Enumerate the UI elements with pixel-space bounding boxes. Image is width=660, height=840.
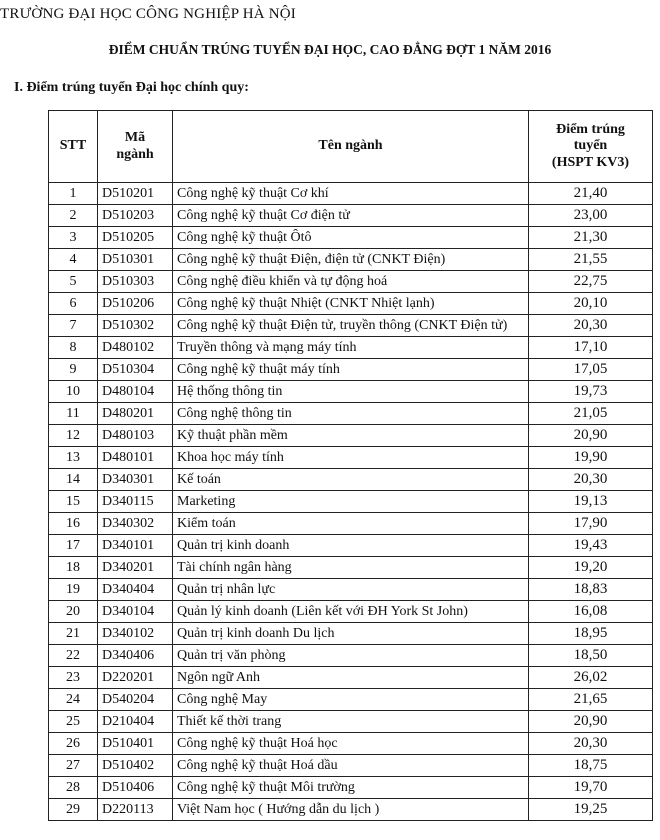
major-code: D480102 bbox=[98, 337, 173, 359]
major-name: Quản trị nhân lực bbox=[173, 579, 529, 601]
major-code: D510304 bbox=[98, 359, 173, 381]
major-code: D340102 bbox=[98, 623, 173, 645]
major-name: Công nghệ kỹ thuật Điện tử, truyền thông (CNKT Điện tử) bbox=[173, 315, 529, 337]
major-name: Thiết kế thời trang bbox=[173, 711, 529, 733]
admission-score: 20,90 bbox=[529, 711, 653, 733]
major-name: Kỹ thuật phần mềm bbox=[173, 425, 529, 447]
admission-score: 21,40 bbox=[529, 183, 653, 205]
major-code: D480104 bbox=[98, 381, 173, 403]
major-name: Công nghệ kỹ thuật Cơ khí bbox=[173, 183, 529, 205]
row-number: 20 bbox=[49, 601, 98, 623]
row-number: 28 bbox=[49, 777, 98, 799]
major-code: D510406 bbox=[98, 777, 173, 799]
major-code: D340404 bbox=[98, 579, 173, 601]
table-row bbox=[49, 733, 653, 755]
column-header-code-line1: Mã bbox=[124, 130, 146, 146]
major-code: D340301 bbox=[98, 469, 173, 491]
row-number: 5 bbox=[49, 271, 98, 293]
admission-score: 19,90 bbox=[529, 447, 653, 469]
column-header-score bbox=[529, 111, 653, 183]
table-row bbox=[49, 227, 653, 249]
major-code: D340104 bbox=[98, 601, 173, 623]
table-row bbox=[49, 601, 653, 623]
row-number: 7 bbox=[49, 315, 98, 337]
table-header bbox=[49, 111, 653, 183]
table-row bbox=[49, 623, 653, 645]
table-row bbox=[49, 667, 653, 689]
table-row bbox=[49, 249, 653, 271]
major-code: D480103 bbox=[98, 425, 173, 447]
column-header-score-line2: tuyển bbox=[573, 138, 608, 154]
major-name: Quản lý kinh doanh (Liên kết với ĐH York St John) bbox=[173, 601, 529, 623]
row-number: 19 bbox=[49, 579, 98, 601]
major-name: Hệ thống thông tin bbox=[173, 381, 529, 403]
row-number: 21 bbox=[49, 623, 98, 645]
admission-score: 23,00 bbox=[529, 205, 653, 227]
row-number: 15 bbox=[49, 491, 98, 513]
row-number: 25 bbox=[49, 711, 98, 733]
table-row bbox=[49, 337, 653, 359]
admission-score: 20,30 bbox=[529, 315, 653, 337]
major-code: D340101 bbox=[98, 535, 173, 557]
admission-score: 20,30 bbox=[529, 733, 653, 755]
major-name: Công nghệ thông tin bbox=[173, 403, 529, 425]
table-row bbox=[49, 315, 653, 337]
major-name: Quản trị kinh doanh Du lịch bbox=[173, 623, 529, 645]
major-name: Công nghệ kỹ thuật Hoá học bbox=[173, 733, 529, 755]
row-number: 2 bbox=[49, 205, 98, 227]
row-number: 29 bbox=[49, 799, 98, 821]
major-code: D510205 bbox=[98, 227, 173, 249]
table-row bbox=[49, 403, 653, 425]
row-number: 27 bbox=[49, 755, 98, 777]
table-row bbox=[49, 711, 653, 733]
major-name: Khoa học máy tính bbox=[173, 447, 529, 469]
admission-score: 19,73 bbox=[529, 381, 653, 403]
row-number: 4 bbox=[49, 249, 98, 271]
column-header-score-line1: Điểm trúng bbox=[556, 122, 625, 138]
major-code: D480201 bbox=[98, 403, 173, 425]
table-row bbox=[49, 447, 653, 469]
admission-score: 18,75 bbox=[529, 755, 653, 777]
row-number: 9 bbox=[49, 359, 98, 381]
major-code: D480101 bbox=[98, 447, 173, 469]
column-header-code-line2: ngành bbox=[116, 146, 154, 162]
admission-score: 16,08 bbox=[529, 601, 653, 623]
major-code: D340406 bbox=[98, 645, 173, 667]
admission-score: 18,95 bbox=[529, 623, 653, 645]
major-code: D340115 bbox=[98, 491, 173, 513]
admission-score: 20,10 bbox=[529, 293, 653, 315]
major-name: Công nghệ kỹ thuật Điện, điện tử (CNKT Điện) bbox=[173, 249, 529, 271]
table-row bbox=[49, 293, 653, 315]
major-code: D210404 bbox=[98, 711, 173, 733]
header-row bbox=[49, 111, 653, 183]
admission-score: 19,20 bbox=[529, 557, 653, 579]
table-row bbox=[49, 645, 653, 667]
major-code: D510201 bbox=[98, 183, 173, 205]
row-number: 26 bbox=[49, 733, 98, 755]
row-number: 24 bbox=[49, 689, 98, 711]
row-number: 23 bbox=[49, 667, 98, 689]
admission-score: 19,13 bbox=[529, 491, 653, 513]
admission-score: 21,65 bbox=[529, 689, 653, 711]
table-row bbox=[49, 491, 653, 513]
row-number: 17 bbox=[49, 535, 98, 557]
column-header-stt: STT bbox=[49, 111, 98, 183]
table-row bbox=[49, 271, 653, 293]
table-row bbox=[49, 425, 653, 447]
column-header-name: Tên ngành bbox=[173, 111, 529, 183]
admission-score: 18,83 bbox=[529, 579, 653, 601]
row-number: 1 bbox=[49, 183, 98, 205]
major-name: Việt Nam học ( Hướng dẫn du lịch ) bbox=[173, 799, 529, 821]
row-number: 22 bbox=[49, 645, 98, 667]
major-name: Công nghệ kỹ thuật Ôtô bbox=[173, 227, 529, 249]
admission-score: 21,30 bbox=[529, 227, 653, 249]
table-row bbox=[49, 557, 653, 579]
admission-score: 21,05 bbox=[529, 403, 653, 425]
school-name: TRƯỜNG ĐẠI HỌC CÔNG NGHIỆP HÀ NỘI bbox=[0, 6, 297, 22]
table-row bbox=[49, 755, 653, 777]
row-number: 11 bbox=[49, 403, 98, 425]
table-row bbox=[49, 205, 653, 227]
table-row bbox=[49, 469, 653, 491]
major-name: Kế toán bbox=[173, 469, 529, 491]
major-name: Tài chính ngân hàng bbox=[173, 557, 529, 579]
admission-score: 17,90 bbox=[529, 513, 653, 535]
major-code: D510301 bbox=[98, 249, 173, 271]
major-code: D510203 bbox=[98, 205, 173, 227]
column-header-code bbox=[98, 111, 173, 183]
major-code: D220113 bbox=[98, 799, 173, 821]
section-heading: I. Điểm trúng tuyển Đại học chính quy: bbox=[14, 80, 249, 95]
major-name: Công nghệ May bbox=[173, 689, 529, 711]
row-number: 16 bbox=[49, 513, 98, 535]
major-name: Marketing bbox=[173, 491, 529, 513]
admission-score: 26,02 bbox=[529, 667, 653, 689]
table-row bbox=[49, 183, 653, 205]
row-number: 3 bbox=[49, 227, 98, 249]
major-name: Công nghệ điều khiển và tự động hoá bbox=[173, 271, 529, 293]
admission-score: 20,90 bbox=[529, 425, 653, 447]
major-name: Công nghệ kỹ thuật Nhiệt (CNKT Nhiệt lạnh) bbox=[173, 293, 529, 315]
major-code: D540204 bbox=[98, 689, 173, 711]
major-name: Quản trị văn phòng bbox=[173, 645, 529, 667]
admission-score: 17,10 bbox=[529, 337, 653, 359]
major-code: D510401 bbox=[98, 733, 173, 755]
row-number: 12 bbox=[49, 425, 98, 447]
major-code: D510206 bbox=[98, 293, 173, 315]
table-body bbox=[49, 183, 653, 821]
major-name: Công nghệ kỹ thuật máy tính bbox=[173, 359, 529, 381]
major-code: D510402 bbox=[98, 755, 173, 777]
admission-score: 19,25 bbox=[529, 799, 653, 821]
table-row bbox=[49, 381, 653, 403]
admission-score-table bbox=[48, 110, 653, 821]
major-name: Ngôn ngữ Anh bbox=[173, 667, 529, 689]
table-row bbox=[49, 535, 653, 557]
admission-score: 20,30 bbox=[529, 469, 653, 491]
major-name: Công nghệ kỹ thuật Môi trường bbox=[173, 777, 529, 799]
major-code: D340201 bbox=[98, 557, 173, 579]
major-code: D340302 bbox=[98, 513, 173, 535]
table-row bbox=[49, 513, 653, 535]
column-header-score-line3: (HSPT KV3) bbox=[551, 154, 630, 170]
major-code: D220201 bbox=[98, 667, 173, 689]
admission-score: 22,75 bbox=[529, 271, 653, 293]
major-name: Công nghệ kỹ thuật Cơ điện tử bbox=[173, 205, 529, 227]
row-number: 6 bbox=[49, 293, 98, 315]
admission-score: 21,55 bbox=[529, 249, 653, 271]
major-name: Truyền thông và mạng máy tính bbox=[173, 337, 529, 359]
table-row bbox=[49, 359, 653, 381]
row-number: 13 bbox=[49, 447, 98, 469]
table-row bbox=[49, 689, 653, 711]
admission-score: 17,05 bbox=[529, 359, 653, 381]
major-name: Công nghệ kỹ thuật Hoá dầu bbox=[173, 755, 529, 777]
major-name: Quản trị kinh doanh bbox=[173, 535, 529, 557]
document-title: ĐIỂM CHUẨN TRÚNG TUYỂN ĐẠI HỌC, CAO ĐẲNG ĐỢT 1 NĂM 2016 bbox=[108, 42, 552, 57]
row-number: 18 bbox=[49, 557, 98, 579]
admission-score: 19,70 bbox=[529, 777, 653, 799]
major-code: D510302 bbox=[98, 315, 173, 337]
major-code: D510303 bbox=[98, 271, 173, 293]
row-number: 14 bbox=[49, 469, 98, 491]
admission-score: 18,50 bbox=[529, 645, 653, 667]
row-number: 10 bbox=[49, 381, 98, 403]
row-number: 8 bbox=[49, 337, 98, 359]
major-name: Kiểm toán bbox=[173, 513, 529, 535]
admission-score: 19,43 bbox=[529, 535, 653, 557]
table-row bbox=[49, 579, 653, 601]
table-row bbox=[49, 799, 653, 821]
table-row bbox=[49, 777, 653, 799]
